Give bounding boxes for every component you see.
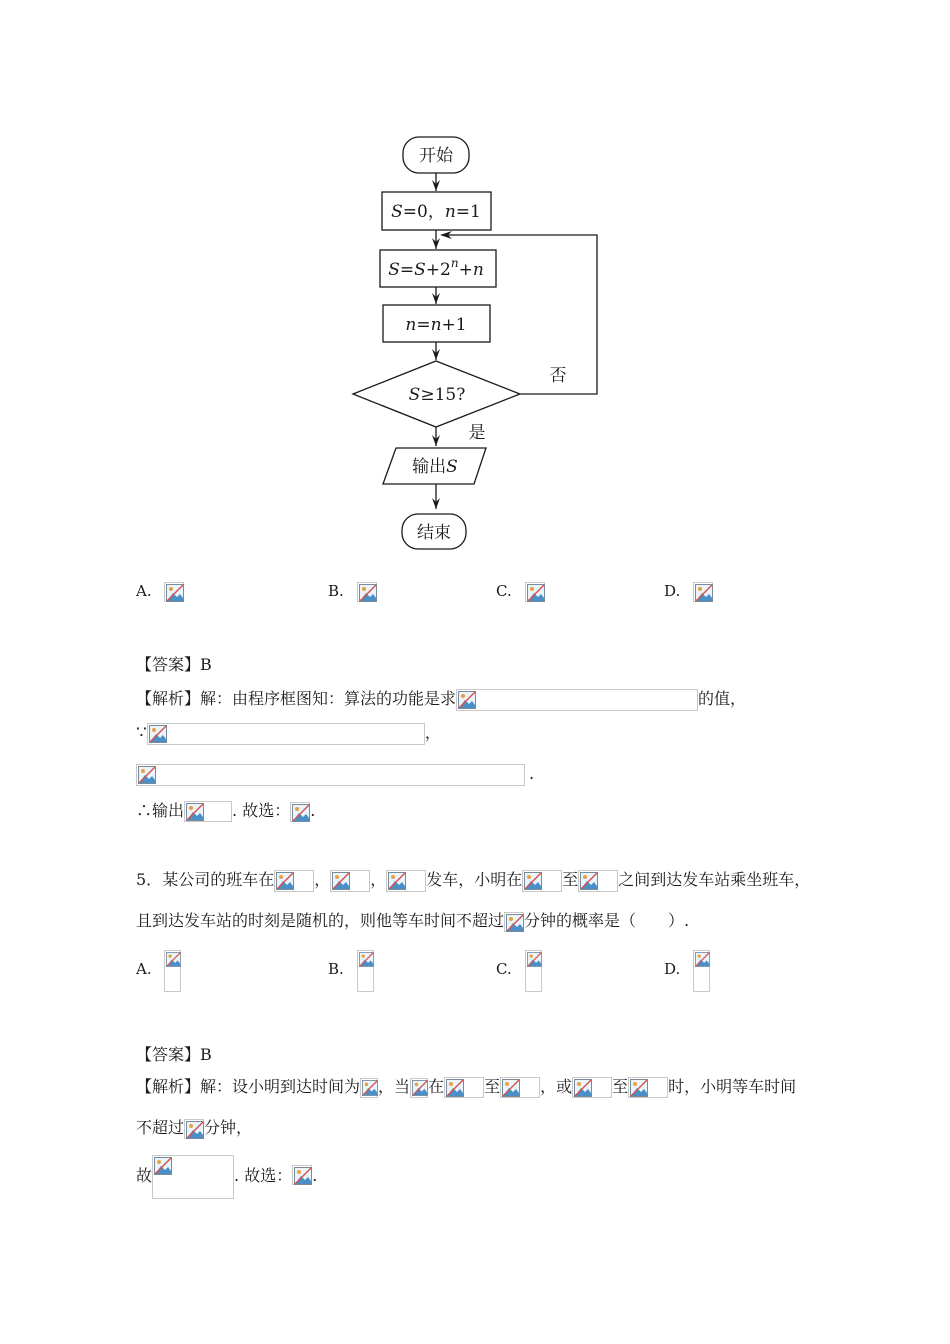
q4-analysis-line4	[136, 800, 315, 822]
analysis-text: ，或	[540, 1077, 573, 1096]
analysis-label: 【解析】	[136, 689, 201, 708]
broken-image-icon	[456, 689, 698, 711]
q4-analysis-line3	[136, 763, 534, 786]
q4-option-a	[136, 582, 184, 602]
q5-stem-line2	[136, 910, 689, 932]
q5-answer-line	[136, 1042, 212, 1065]
analysis-text: 至	[612, 1077, 629, 1096]
option-letter: C.	[496, 582, 512, 600]
init-label: S=0，n=1	[391, 202, 481, 222]
q5-analysis-line1	[136, 1076, 796, 1098]
broken-image-icon	[136, 764, 525, 786]
broken-image-icon	[292, 1165, 312, 1185]
answer-value: B	[200, 1045, 212, 1064]
q5-text: 且到达发车站的时刻是随机的，则他等车时间不超过	[136, 911, 505, 930]
analysis-tail: 的值，	[698, 689, 747, 708]
broken-image-icon	[500, 1077, 540, 1098]
broken-image-icon	[290, 802, 310, 822]
q5-text: 发车，小明在	[426, 870, 523, 889]
broken-image-icon	[184, 801, 232, 822]
analysis-text: .	[312, 1166, 318, 1185]
broken-image-icon	[386, 870, 426, 892]
broken-image-icon	[525, 582, 545, 602]
broken-image-icon	[628, 1077, 668, 1098]
end-label: 结束	[417, 523, 451, 543]
option-letter: B.	[328, 582, 344, 600]
question-number: 5．	[136, 870, 163, 889]
q4-option-c	[496, 582, 545, 602]
analysis-text: 不超过	[136, 1118, 185, 1137]
period: .	[529, 764, 535, 783]
analysis-text: 至	[484, 1077, 501, 1096]
q5-text: ，	[314, 870, 331, 889]
condition-label: S≥15?	[408, 385, 466, 405]
option-letter: A.	[136, 582, 152, 600]
analysis-text: 分钟，	[204, 1118, 253, 1137]
q5-option-c	[496, 950, 542, 992]
broken-image-icon	[357, 950, 374, 992]
broken-image-icon	[525, 950, 542, 992]
broken-image-icon	[444, 1077, 484, 1098]
broken-image-icon	[693, 950, 710, 992]
option-letter: B.	[328, 960, 344, 978]
q5-analysis-line3	[136, 1155, 317, 1199]
broken-image-icon	[147, 723, 425, 745]
analysis-text: ，当	[378, 1077, 411, 1096]
output-label: 输出S	[412, 457, 458, 477]
broken-image-icon	[274, 870, 314, 892]
because-symbol: ∵	[136, 723, 147, 743]
analysis-text: 在	[428, 1077, 445, 1096]
no-branch-label: 否	[549, 366, 567, 386]
q4-option-d	[664, 582, 713, 602]
option-letter: D.	[664, 960, 681, 978]
sum-update-label: $S=S+2^n+n$	[388, 256, 484, 280]
option-letter: A.	[136, 960, 152, 978]
q5-option-d	[664, 950, 710, 992]
q5-option-a	[136, 950, 181, 992]
analysis-text: 解：由程序框图知：算法的功能是求	[200, 689, 457, 708]
broken-image-icon	[184, 1119, 204, 1139]
broken-image-icon	[152, 1155, 234, 1199]
therefore-output: ∴输出	[136, 801, 185, 820]
broken-image-icon	[410, 1078, 428, 1098]
broken-image-icon	[330, 870, 370, 892]
program-flowchart	[340, 130, 620, 560]
q4-option-b	[328, 582, 377, 602]
answer-prefix: 【答案】	[136, 655, 201, 674]
broken-image-icon	[357, 582, 377, 602]
comma: ，	[424, 723, 441, 742]
analysis-text: 故	[136, 1166, 153, 1185]
q4-analysis-line1	[136, 688, 746, 711]
q5-option-b	[328, 950, 374, 992]
q5-text: 分钟的概率是（ ）.	[524, 911, 690, 930]
broken-image-icon	[504, 912, 524, 932]
broken-image-icon	[164, 950, 181, 992]
analysis-label: 【解析】	[136, 1077, 201, 1096]
q5-analysis-line2	[136, 1117, 252, 1139]
analysis-text: 解：设小明到达时间为	[200, 1077, 361, 1096]
q4-answer-line	[136, 652, 212, 675]
q5-text: 之间到达发车站乘坐班车，	[618, 870, 811, 889]
answer-value: B	[200, 655, 212, 674]
broken-image-icon	[578, 870, 618, 892]
q5-text: ，	[370, 870, 387, 889]
analysis-text: . 故选：	[234, 1166, 293, 1185]
answer-prefix: 【答案】	[136, 1045, 201, 1064]
analysis-text: 时，小明等车时间	[668, 1077, 797, 1096]
q5-text: 至	[562, 870, 579, 889]
broken-image-icon	[693, 582, 713, 602]
broken-image-icon	[572, 1077, 612, 1098]
yes-branch-label: 是	[468, 423, 486, 443]
broken-image-icon	[522, 870, 562, 892]
q5-text: 某公司的班车在	[162, 870, 275, 889]
choose-text: . 故选：	[232, 801, 291, 820]
start-label: 开始	[419, 146, 453, 166]
choose-end: .	[310, 801, 316, 820]
q5-stem-line1	[136, 869, 810, 892]
q4-analysis-line2	[136, 722, 441, 745]
broken-image-icon	[360, 1078, 378, 1098]
broken-image-icon	[164, 582, 184, 602]
option-letter: C.	[496, 960, 512, 978]
n-increment-label: n=n+1	[405, 315, 467, 335]
option-letter: D.	[664, 582, 681, 600]
